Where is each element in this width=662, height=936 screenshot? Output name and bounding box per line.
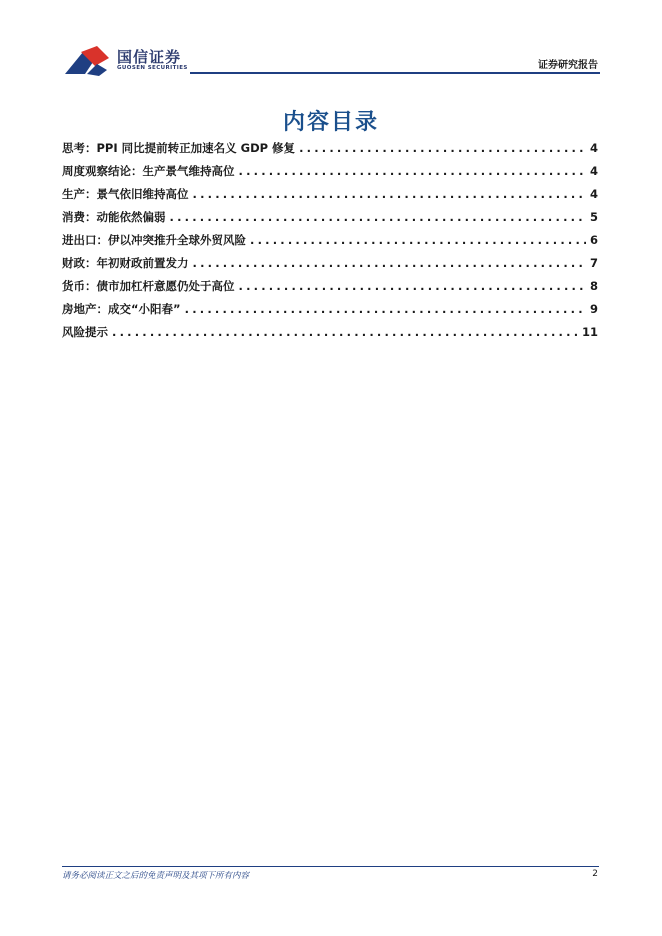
toc-leader-dots: [193, 187, 586, 201]
toc-leader-dots: [112, 325, 578, 339]
toc-entry-label: 思考：PPI 同比提前转正加速名义 GDP 修复: [62, 141, 296, 155]
toc-entry[interactable]: [62, 232, 598, 255]
toc-entry-page: 4: [589, 141, 598, 155]
toc-entry[interactable]: [62, 209, 598, 232]
toc-entry-label: 财政：年初财政前置发力: [62, 256, 189, 270]
footer-divider: [62, 866, 599, 867]
toc-leader-dots: [193, 256, 586, 270]
toc-title: 内容目录: [282, 110, 379, 135]
guosen-logo-icon: [63, 44, 113, 78]
toc-entry[interactable]: [62, 163, 598, 186]
toc-entry[interactable]: [62, 301, 598, 324]
toc-entry[interactable]: [62, 278, 598, 301]
toc-entry[interactable]: [62, 186, 598, 209]
toc-entry-page: 5: [589, 210, 598, 224]
toc-leader-dots: [299, 141, 586, 155]
toc-entry[interactable]: [62, 255, 598, 278]
toc-leader-dots: [170, 210, 586, 224]
table-of-contents: [62, 140, 598, 347]
toc-entry-page: 11: [581, 325, 598, 339]
toc-entry-page: 8: [589, 279, 598, 293]
header-divider: [190, 72, 600, 74]
toc-leader-dots: [185, 302, 586, 316]
toc-entry-page: 7: [589, 256, 598, 270]
toc-entry[interactable]: [62, 140, 598, 163]
page-number: 2: [592, 869, 598, 879]
toc-leader-dots: [250, 233, 586, 247]
toc-entry-label: 周度观察结论：生产景气维持高位: [62, 164, 235, 178]
toc-entry[interactable]: [62, 324, 598, 347]
toc-entry-page: 4: [589, 164, 598, 178]
toc-entry-page: 4: [589, 187, 598, 201]
toc-entry-label: 消费：动能依然偏弱: [62, 210, 166, 224]
toc-entry-page: 6: [589, 233, 598, 247]
toc-entry-label: 生产：景气依旧维持高位: [62, 187, 189, 201]
toc-entry-label: 货币：债市加杠杆意愿仍处于高位: [62, 279, 235, 293]
toc-leader-dots: [239, 164, 586, 178]
page-header: [0, 0, 662, 80]
toc-entry-label: 风险提示: [62, 325, 108, 339]
report-type-label: 证券研究报告: [538, 60, 598, 71]
brand-name-english: GUOSEN SECURITIES: [117, 65, 188, 71]
footer-disclaimer: 请务必阅读正文之后的免责声明及其项下所有内容: [62, 871, 250, 881]
toc-entry-page: 9: [589, 302, 598, 316]
toc-leader-dots: [239, 279, 586, 293]
toc-entry-label: 进出口：伊以冲突推升全球外贸风险: [62, 233, 246, 247]
brand-name: 国信证券: [117, 48, 182, 66]
toc-entry-label: 房地产：成交“小阳春”: [62, 302, 181, 316]
